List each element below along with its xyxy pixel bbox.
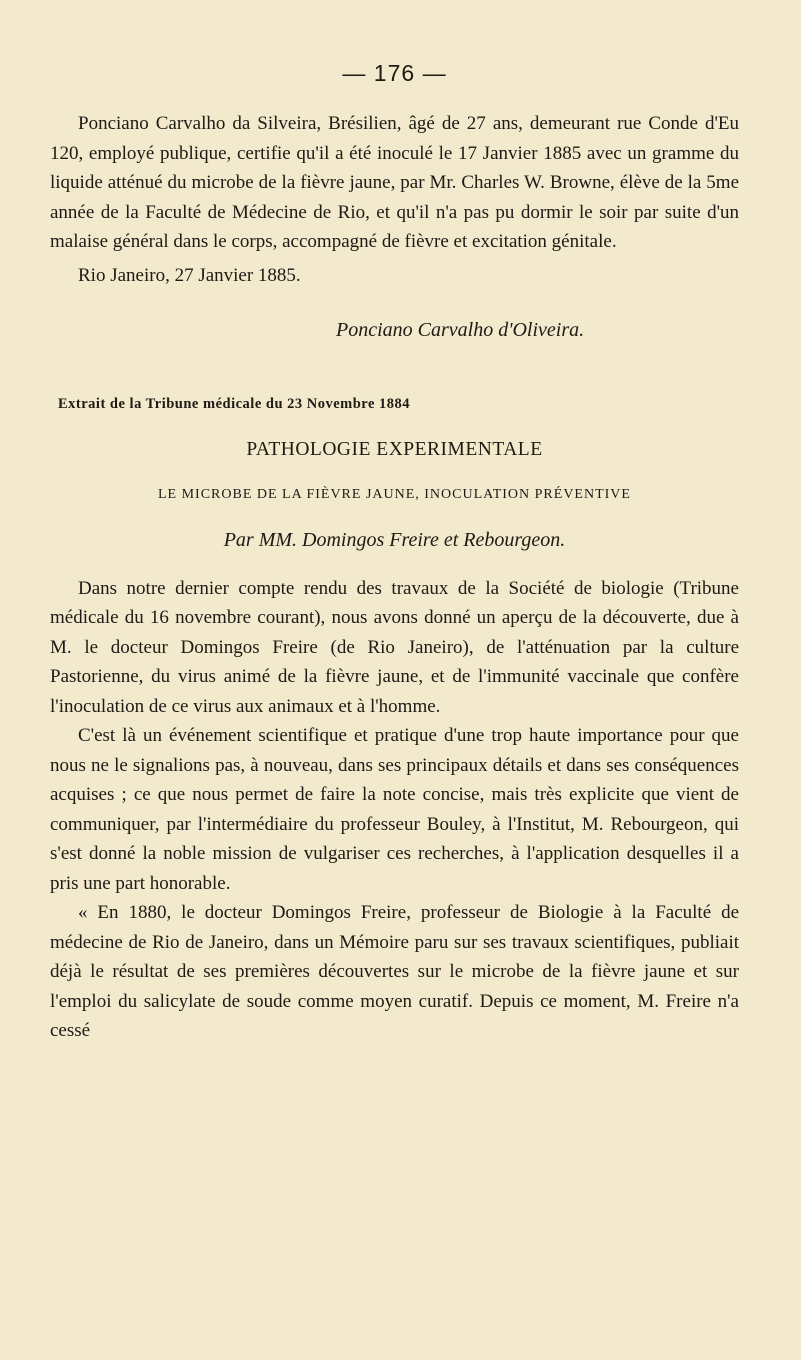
certificate-signature: Ponciano Carvalho d'Oliveira. — [336, 318, 585, 341]
section-subheading: LE MICROBE DE LA FIÈVRE JAUNE, INOCULATION PRÉVENTIVE — [158, 486, 631, 502]
body-paragraph-3: « En 1880, le docteur Domingos Freire, professeur de Biologie à la Faculté de médecine de Rio de Janeiro, dans un Mémoire paru sur ses travaux scientifiques, publiait déjà le résultat de ses premières découvertes sur le microbe de la fièvre jaune et sur l'emploi du salicylate de soude comme moyen curatif. Depuis ce moment, M. Freire n'a cessé — [50, 902, 739, 1041]
body-paragraph-2: C'est là un événement scientifique et pratique d'une trop haute importance pour que nous ne le signalions pas, à nouveau, dans ses principaux détails et dans ses conséquences acquises ; ce que nous permet de faire la note concise, mais très explicite que vient de communiquer, par l'intermédiaire du professeur Bouley, à l'Institut, M. Rebourgeon, qui s'est donné la noble mission de vulgariser ces recherches, à l'application desquelles il a pris une part honorable. — [50, 725, 739, 894]
certificate-text: Ponciano Carvalho da Silveira, Brésilien, âgé de 27 ans, demeurant rue Conde d'Eu 120, employé publique, certifie qu'il a été inoculé le 17 Janvier 1885 avec un gramme du liquide atténué du microbe de la fièvre jaune, par Mr. Charles W. Browne, élève de la 5me année de la Faculté de Médecine de Rio, et qu'il n'a pas pu dormir le soir par suite d'un malaise général dans le corps, accompagné de fièvre et excitation génitale. — [50, 113, 739, 252]
extract-source-line: Extrait de la Tribune médicale du 23 Novembre 1884 — [58, 395, 411, 412]
page-number: — 176 — — [342, 60, 447, 86]
certificate-place-date: Rio Janeiro, 27 Janvier 1885. — [78, 264, 301, 286]
body-paragraph-1: Dans notre dernier compte rendu des travaux de la Société de biologie (Tribune médicale du 16 novembre courant), nous avons donné un aperçu de la découverte, due à M. le docteur Domingos Freire (de Rio Janeiro), de l'atténuation par la culture Pastorienne, du virus animé de la fièvre jaune, et de l'immunité vaccinale que confère l'inoculation de ce virus aux animaux et à l'homme. — [50, 577, 739, 717]
section-heading: PATHOLOGIE EXPERIMENTALE — [246, 438, 543, 460]
article-authors: Par MM. Domingos Freire et Rebourgeon. — [223, 528, 566, 551]
